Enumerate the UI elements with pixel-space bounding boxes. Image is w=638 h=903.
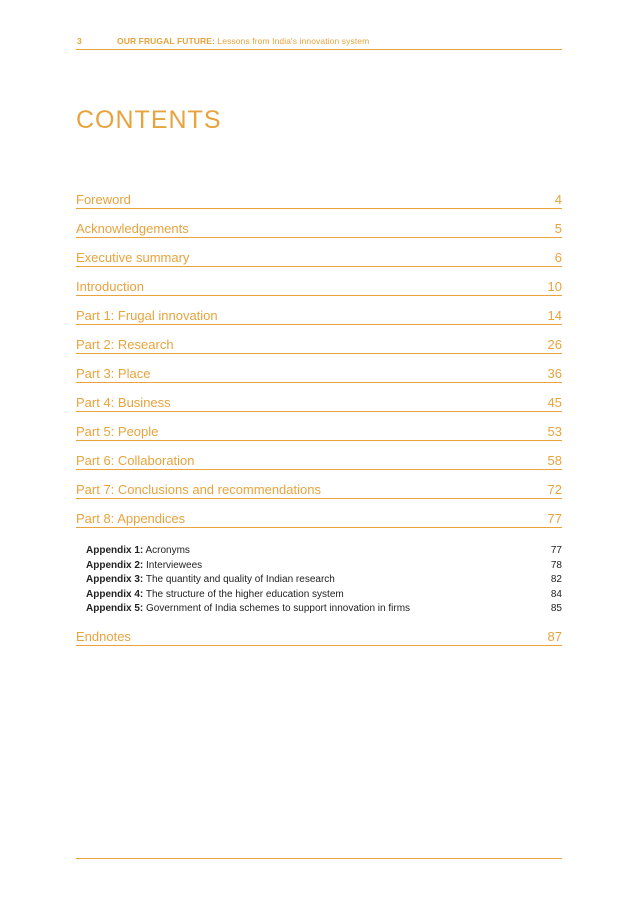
footer-divider [76, 858, 562, 859]
toc-entry-page: 87 [547, 628, 562, 644]
toc-entry-part-6[interactable] [76, 453, 562, 470]
appendix-item-2[interactable] [86, 559, 562, 574]
toc-entry-label: Part 7: Conclusions and recommendations [76, 482, 321, 497]
toc-entry-label: Part 5: People [76, 424, 159, 439]
toc-entry-part-4[interactable] [76, 395, 562, 412]
appendix-page: 78 [550, 559, 562, 571]
toc-entry-label: Acknowledgements [76, 221, 189, 236]
appendix-page: 85 [550, 603, 562, 614]
appendix-prefix: Appendix 3: [86, 574, 144, 585]
toc-entry-page: 45 [547, 395, 562, 410]
toc-entry-foreword[interactable] [76, 192, 562, 209]
toc-entry-label: Part 8: Appendices [76, 511, 186, 526]
toc-entry-part-5[interactable] [76, 424, 562, 441]
appendix-page: 84 [550, 588, 562, 600]
page-title: CONTENTS [76, 106, 222, 134]
toc-entry-part-3[interactable] [76, 366, 562, 383]
toc-entry-page: 4 [554, 192, 562, 207]
toc-entry-page: 36 [547, 366, 562, 381]
toc-entry-page: 53 [547, 424, 562, 439]
appendix-prefix: Appendix 5: [86, 603, 144, 614]
toc-entry-label: Executive summary [76, 250, 190, 265]
appendix-prefix: Appendix 1: [86, 545, 144, 556]
toc-entry-executive-summary[interactable] [76, 250, 562, 267]
toc-entry-part-7[interactable] [76, 482, 562, 499]
table-of-contents [76, 192, 562, 658]
appendix-item-4[interactable] [86, 588, 562, 603]
toc-entry-label: Part 1: Frugal innovation [76, 308, 218, 323]
appendix-prefix: Appendix 2: [86, 559, 144, 571]
toc-entry-label: Introduction [76, 279, 144, 294]
page-number: 3 [77, 36, 82, 46]
appendix-page: 82 [550, 574, 562, 585]
toc-entry-label: Part 3: Place [76, 366, 151, 381]
header-divider [76, 49, 562, 50]
appendix-prefix: Appendix 4: [86, 588, 144, 600]
toc-entry-label: Part 6: Collaboration [76, 453, 195, 468]
toc-entry-part-8[interactable] [76, 511, 562, 528]
appendix-label: The quantity and quality of Indian research [143, 574, 335, 585]
toc-entry-acknowledgements[interactable] [76, 221, 562, 238]
toc-entry-page: 26 [547, 337, 562, 352]
toc-entry-label: Foreword [76, 192, 131, 207]
appendix-item-3[interactable] [86, 573, 562, 588]
toc-entry-page: 10 [547, 279, 562, 294]
appendix-item-1[interactable] [86, 544, 562, 559]
appendix-item-5[interactable] [86, 602, 562, 617]
appendix-label: Acronyms [143, 545, 190, 556]
toc-entry-label: Part 4: Business [76, 395, 171, 410]
toc-entry-part-2[interactable] [76, 337, 562, 354]
toc-entry-endnotes[interactable] [76, 629, 562, 646]
toc-entry-page: 77 [547, 511, 562, 526]
toc-entry-page: 72 [547, 482, 562, 497]
toc-entry-introduction[interactable] [76, 279, 562, 296]
appendix-label: Government of India schemes to support innovation in firms [143, 603, 411, 614]
toc-entry-page: 58 [547, 453, 562, 468]
appendix-label: The structure of the higher education system [143, 588, 344, 600]
toc-entry-label: Endnotes [76, 628, 131, 644]
running-header [77, 36, 369, 46]
header-title-bold: OUR FRUGAL FUTURE: [117, 36, 215, 46]
appendix-label: Interviewees [143, 559, 203, 571]
toc-entry-page: 14 [547, 308, 562, 323]
appendix-list [86, 544, 562, 617]
appendix-page: 77 [550, 545, 562, 556]
header-title-rest: Lessons from India's innovation system [214, 36, 370, 46]
toc-entry-label: Part 2: Research [76, 337, 174, 352]
toc-entry-page: 5 [554, 221, 562, 236]
toc-entry-part-1[interactable] [76, 308, 562, 325]
toc-entry-page: 6 [554, 250, 562, 265]
